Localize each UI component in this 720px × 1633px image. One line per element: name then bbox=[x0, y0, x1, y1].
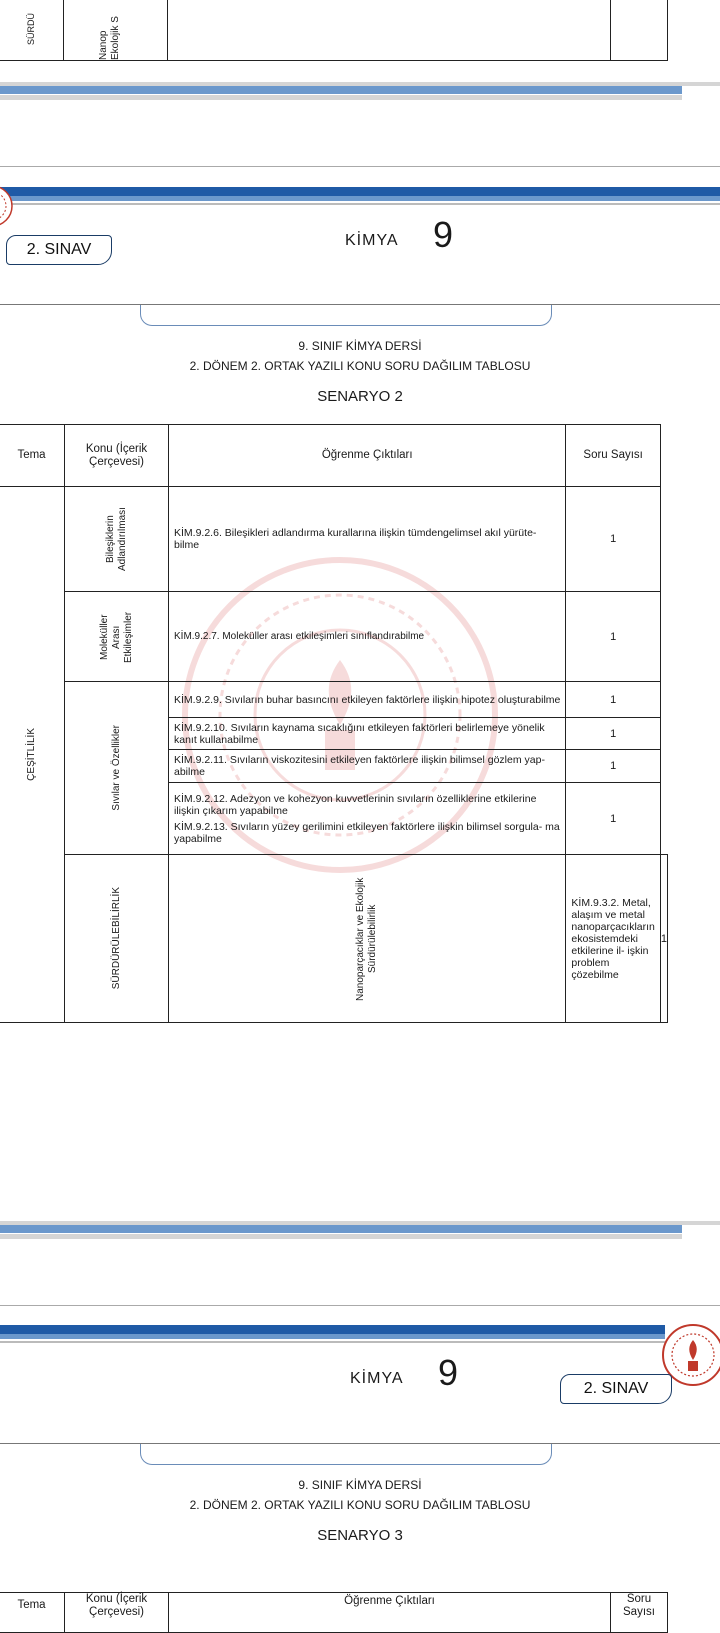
footer-bar-gray-2-p2 bbox=[0, 1234, 682, 1239]
outcome-text: KİM.9.3.2. Metal, alaşım ve metal nanoparçacıkların ekosistemdeki etkilerine il- işkin problem çözebilme bbox=[571, 896, 655, 981]
outcome-row bbox=[169, 487, 566, 592]
count-cell bbox=[566, 783, 660, 855]
header-soru bbox=[566, 425, 660, 487]
outcome-text: KİM.9.2.6. Bileşikleri adlandırma kurallarına ilişkin tümdengelimsel akıl yürüte- bilme bbox=[174, 527, 537, 551]
outcome-row bbox=[169, 718, 566, 750]
outcome-text: KİM.9.2.10. Sıvıların kaynama sıcaklığını etkileyen faktörleri belirlemeye yönelik kanıt kullanabilme bbox=[174, 721, 545, 746]
count-value: 1 bbox=[610, 630, 617, 643]
count-value: 1 bbox=[610, 760, 617, 772]
sinav-badge-p3 bbox=[560, 1374, 672, 1404]
page-divider-2 bbox=[0, 1305, 720, 1306]
subject-name: KİMYA bbox=[345, 232, 399, 249]
topic-nano-cell bbox=[169, 855, 566, 1023]
sinav-badge bbox=[6, 235, 112, 265]
sinav-label: 2. SINAV bbox=[26, 241, 92, 258]
count-cell bbox=[566, 487, 660, 592]
topic-nano: Nanoparçacıklar ve Ekolojik Sürdürülebilirlik bbox=[355, 876, 379, 1001]
distribution-table-senaryo-3 bbox=[0, 1592, 668, 1633]
header-tema-text-p3: Tema bbox=[17, 1599, 46, 1611]
outcome-text: KİM.9.2.11. Sıvıların viskozitesini etkileyen faktörlere ilişkin bilimsel gözlem yap- abilme bbox=[174, 754, 545, 778]
outcome-text: KİM.9.2.12. Adezyon ve kohezyon kuvvetlerinin sıvıların özelliklerine etkilerine ilişkin çıkarım yapabilme bbox=[174, 792, 537, 817]
header-soru-text-p3: Soru Sayısı bbox=[623, 1593, 655, 1618]
emblem-icon bbox=[0, 182, 18, 232]
topic-bilesikler-cell bbox=[65, 487, 169, 592]
prev-konu-text: Nanop Ekolojik S bbox=[98, 15, 121, 60]
count-value: 1 bbox=[610, 693, 617, 706]
prev-tema-text: SÜRDÜ bbox=[26, 13, 36, 46]
tema-surdurulebilirlik: SÜRDÜRÜLEBİLİRLİK bbox=[110, 887, 122, 990]
header-bar-blue bbox=[0, 196, 720, 201]
prev-tema-cell bbox=[0, 0, 64, 61]
prev-soru-cell bbox=[611, 0, 668, 61]
header-bracket bbox=[140, 305, 552, 326]
topic-molekuller: Moleküller Arası Etkileşimler bbox=[98, 610, 134, 663]
topic-molekuller-cell bbox=[65, 592, 169, 682]
count-cell bbox=[660, 855, 667, 1023]
header-bracket-p3 bbox=[140, 1444, 552, 1465]
outcome-row bbox=[169, 592, 566, 682]
outcome-row bbox=[566, 855, 660, 1023]
header-soru-text: Soru Sayısı bbox=[583, 449, 643, 461]
doc-title-2-p3: 2. DÖNEM 2. ORTAK YAZILI KONU SORU DAĞILIM TABLOSU bbox=[189, 1498, 531, 1512]
topic-bilesikler: Bileşiklerin Adlandırılması bbox=[104, 507, 128, 571]
count-value: 1 bbox=[610, 812, 617, 825]
header-ogrenme-text: Öğrenme Çıktıları bbox=[321, 449, 413, 461]
tema-cesitlilik-cell bbox=[0, 487, 65, 1023]
header-konu-text-p3: Konu (İçerik Çerçevesi) bbox=[85, 1593, 148, 1618]
footer-bar-blue bbox=[0, 86, 682, 94]
header-ogrenme-p3 bbox=[169, 1593, 611, 1633]
outcome-row bbox=[169, 750, 566, 783]
footer-bar-blue-p2 bbox=[0, 1225, 682, 1233]
count-cell bbox=[566, 718, 660, 750]
distribution-table-senaryo-2 bbox=[0, 424, 668, 1023]
header-konu bbox=[65, 425, 169, 487]
count-value: 1 bbox=[610, 727, 617, 740]
count-value: 1 bbox=[660, 932, 667, 945]
header-soru-p3 bbox=[611, 1593, 668, 1633]
prev-konu-cell bbox=[64, 0, 168, 61]
grade-number-p3: 9 bbox=[438, 1352, 459, 1393]
subject-name-p3: KİMYA bbox=[350, 1370, 404, 1387]
count-cell bbox=[566, 750, 660, 783]
doc-title-1-p3: 9. SINIF KİMYA DERSİ bbox=[298, 1478, 422, 1492]
header-bar-line-p3 bbox=[0, 1341, 665, 1343]
outcome-row bbox=[169, 682, 566, 718]
outcome-text: KİM.9.2.13. Sıvıların yüzey gerilimini etkileyen faktörlere ilişkin bilimsel sorgula- ma yapabilme bbox=[174, 820, 560, 845]
doc-title-2: 2. DÖNEM 2. ORTAK YAZILI KONU SORU DAĞILIM TABLOSU bbox=[189, 359, 531, 373]
topic-sivilar: Sıvılar ve Özellikler bbox=[110, 725, 122, 811]
header-bar-line bbox=[0, 203, 720, 205]
header-bar-navy-p3 bbox=[0, 1325, 665, 1334]
prev-ogrenme-cell bbox=[168, 0, 611, 61]
header-ogrenme-text-p3: Öğrenme Çıktıları bbox=[344, 1595, 435, 1607]
count-value: 1 bbox=[610, 533, 617, 545]
sinav-label-p3: 2. SINAV bbox=[583, 1380, 649, 1397]
footer-bar-gray-2 bbox=[0, 95, 682, 100]
header-tema-text: Tema bbox=[17, 449, 46, 461]
prev-table-fragment bbox=[0, 0, 668, 61]
header-tema-p3 bbox=[0, 1593, 65, 1633]
count-cell bbox=[566, 682, 660, 718]
topic-sivilar-cell bbox=[65, 682, 169, 855]
header-bar-navy bbox=[0, 187, 720, 196]
page-divider bbox=[0, 166, 720, 167]
count-cell bbox=[566, 592, 660, 682]
header-konu-p3 bbox=[65, 1593, 169, 1633]
header-ogrenme bbox=[169, 425, 566, 487]
header-tema bbox=[0, 425, 65, 487]
grade-number: 9 bbox=[433, 214, 454, 255]
tema-cesitlilik: ÇEŞİTLİLİK bbox=[25, 728, 37, 781]
outcome-row bbox=[169, 783, 566, 855]
outcome-text: KİM.9.2.9. Sıvıların buhar basıncını etkileyen faktörlere ilişkin hipotez oluşturabilme bbox=[174, 693, 561, 706]
tema-surdurulebilirlik-cell bbox=[65, 855, 169, 1023]
outcome-text: KİM.9.2.7. Moleküller arası etkileşimleri sınıflandırabilme bbox=[174, 630, 425, 642]
header-bar-blue-p3 bbox=[0, 1334, 665, 1339]
scenario-title-p3: SENARYO 3 bbox=[317, 1527, 403, 1544]
scenario-title: SENARYO 2 bbox=[317, 388, 403, 405]
header-konu-text: Konu (İçerik Çerçevesi) bbox=[85, 442, 148, 468]
doc-title-1: 9. SINIF KİMYA DERSİ bbox=[298, 339, 422, 353]
